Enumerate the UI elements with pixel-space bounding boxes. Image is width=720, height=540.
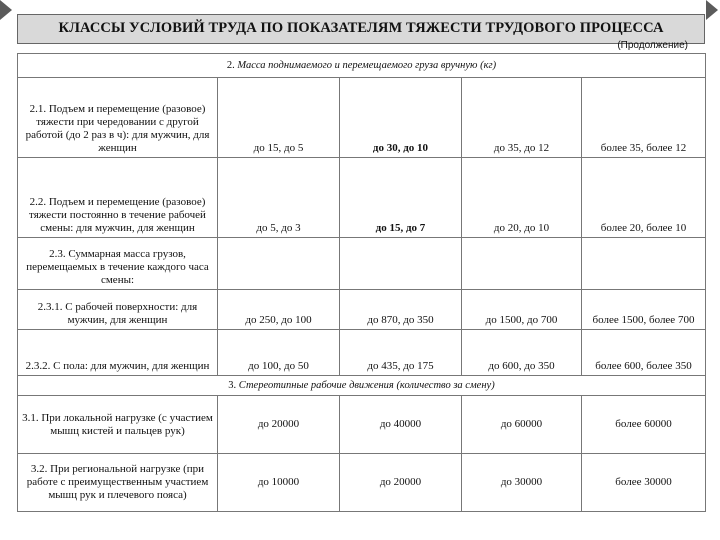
cell-class-4: более 1500, более 700: [582, 290, 706, 330]
section-2-title: Масса поднимаемого и перемещаемого груза вручную (кг): [237, 60, 497, 71]
table-row: [18, 290, 706, 330]
working-conditions-table: [17, 53, 706, 512]
cell-class-4: более 20, более 10: [582, 158, 706, 238]
decorative-arrow-left: [0, 0, 12, 20]
title-bar: [17, 14, 705, 44]
cell-class-2: до 870, до 350: [340, 290, 462, 330]
cell-class-2: до 30, до 10: [340, 78, 462, 158]
cell-class-2: [340, 238, 462, 290]
row-label: 2.3.2. С пола: для мужчин, для женщин: [18, 330, 218, 376]
row-label: 3.1. При локальной нагрузке (с участием мышц кистей и пальцев рук): [18, 396, 218, 454]
row-label: 2.2. Подъем и перемещение (разовое) тяжести постоянно в течение рабочей смены: для мужчин, для женщин: [18, 158, 218, 238]
cell-class-3: до 20, до 10: [462, 158, 582, 238]
table-row: [18, 158, 706, 238]
cell-class-2: до 15, до 7: [340, 158, 462, 238]
section-2-header: [18, 54, 706, 78]
cell-class-1: до 100, до 50: [218, 330, 340, 376]
section-3-title: Стереотипные рабочие движения (количество за смену): [238, 380, 495, 391]
cell-class-3: до 1500, до 700: [462, 290, 582, 330]
table-row: [18, 330, 706, 376]
section-header-row: [18, 54, 706, 78]
section-3-header: [18, 376, 706, 396]
page-title: КЛАССЫ УСЛОВИЙ ТРУДА ПО ПОКАЗАТЕЛЯМ ТЯЖЕСТИ ТРУДОВОГО ПРОЦЕССА: [58, 20, 664, 36]
section-2-prefix: 2.: [226, 60, 238, 71]
cell-class-3: до 600, до 350: [462, 330, 582, 376]
section-3-prefix: 3.: [228, 380, 239, 391]
cell-class-4: более 60000: [582, 396, 706, 454]
cell-class-1: до 5, до 3: [218, 158, 340, 238]
continuation-note: (Продолжение): [617, 40, 688, 51]
cell-class-2: до 20000: [340, 454, 462, 512]
cell-class-3: до 60000: [462, 396, 582, 454]
cell-class-4: более 30000: [582, 454, 706, 512]
row-label: 2.3.1. С рабочей поверхности: для мужчин, для женщин: [18, 290, 218, 330]
cell-class-4: более 600, более 350: [582, 330, 706, 376]
section-header-row: [18, 376, 706, 396]
cell-class-3: до 30000: [462, 454, 582, 512]
cell-class-3: до 35, до 12: [462, 78, 582, 158]
table-row: [18, 78, 706, 158]
cell-class-4: более 35, более 12: [582, 78, 706, 158]
row-label: 2.3. Суммарная масса грузов, перемещаемых в течение каждого часа смены:: [18, 238, 218, 290]
cell-class-1: до 15, до 5: [218, 78, 340, 158]
cell-class-3: [462, 238, 582, 290]
cell-class-2: до 40000: [340, 396, 462, 454]
table-row: [18, 454, 706, 512]
row-label: 3.2. При региональной нагрузке (при работе с преимущественным участием мышц рук и плечевого пояса): [18, 454, 218, 512]
decorative-arrow-right: [706, 0, 718, 20]
cell-class-1: до 250, до 100: [218, 290, 340, 330]
cell-class-4: [582, 238, 706, 290]
cell-class-1: до 10000: [218, 454, 340, 512]
table-row: [18, 396, 706, 454]
row-label: 2.1. Подъем и перемещение (разовое) тяжести при чередовании с другой работой (до 2 раз в ч): для мужчин, для женщин: [18, 78, 218, 158]
cell-class-1: до 20000: [218, 396, 340, 454]
cell-class-2: до 435, до 175: [340, 330, 462, 376]
table-row: [18, 238, 706, 290]
cell-class-1: [218, 238, 340, 290]
